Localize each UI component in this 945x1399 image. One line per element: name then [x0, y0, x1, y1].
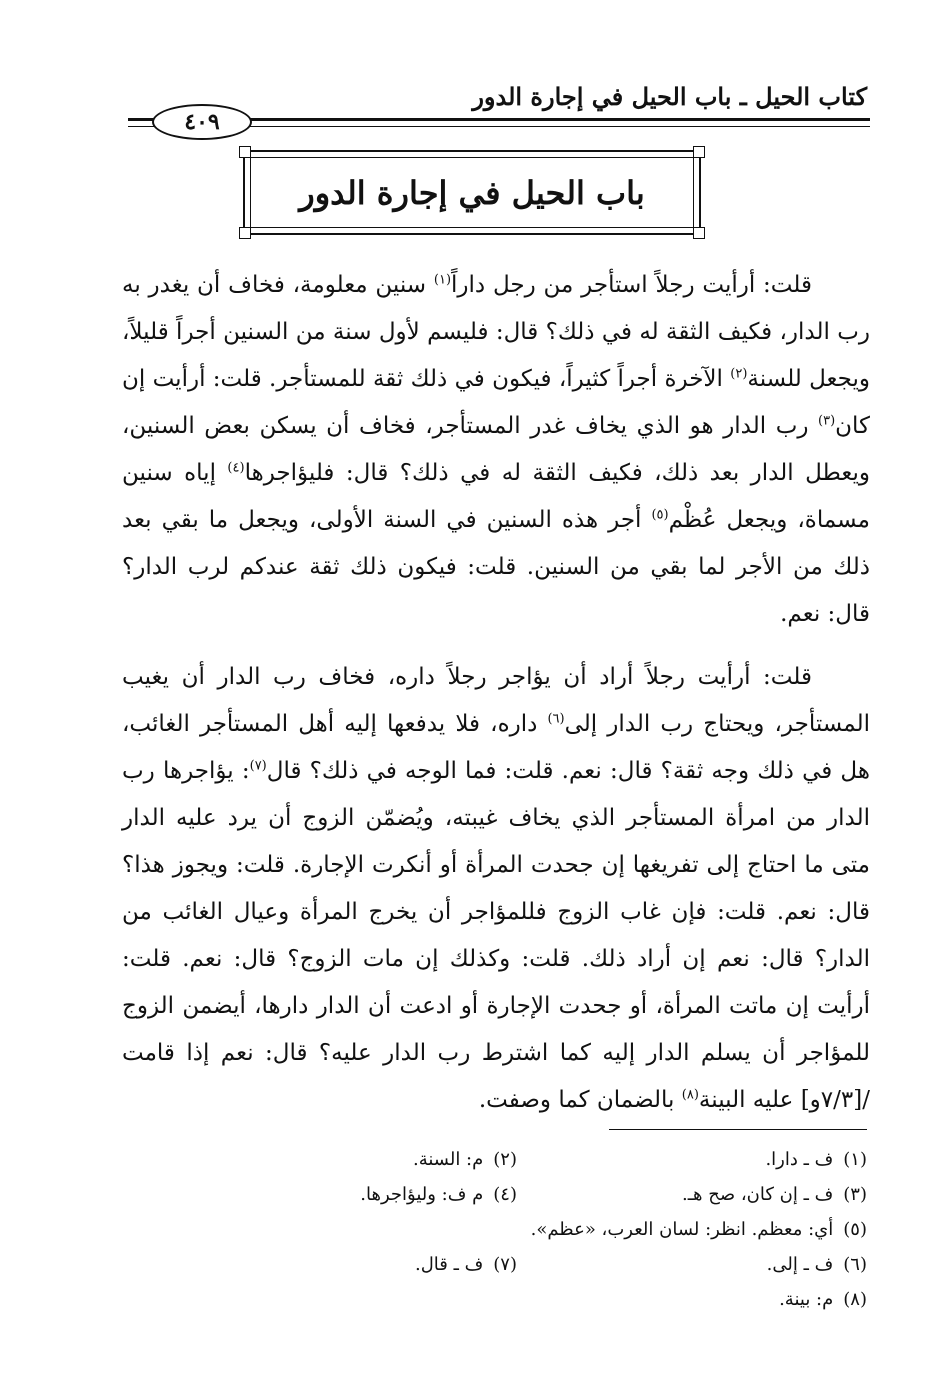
- text-run: : يؤاجرها رب الدار من امرأة المستأجر الذي يخاف غيبته، ويُضمّن الزوج أن يرد عليه الدار متى ما احتاج إلى تفريغها إن جحدت المرأة أو أنكرت الإجارة. قلت: ويجوز هذا؟ قال: نعم. قلت: فإن غاب الزوج فللمؤاجر أن يخرج المرأة وعيال الغائب من الدار؟ قال: نعم إن أراد ذلك. قلت: وكذلك إن مات الزوج؟ قال: نعم. قلت: أرأيت إن ماتت المرأة، أو جحدت الإجارة أو ادعت أن الدار دارها، أيضمن الزوج للمؤاجر أن يسلم الدار إليه كما اشترط رب الدار عليه؟ قال: نعم إذا قامت /[٧/٣و] عليه البينة: [122, 758, 870, 1113]
- footnote-text: ف ـ دارا.: [765, 1149, 834, 1170]
- body-paragraph: [122, 654, 870, 1124]
- footnote: [517, 1177, 867, 1212]
- footnote-marker: (١): [433, 272, 452, 288]
- chapter-title: باب الحيل في إجارة الدور: [299, 173, 645, 212]
- text-run: قلت: أرأيت رجلاً أراد أن يؤاجر رجلاً داره، فخاف رب الدار أن يغيب المستأجر، ويحتاج رب الدار إلى: [122, 664, 870, 737]
- footnote-number: (٨): [843, 1289, 867, 1310]
- footnote-row: [167, 1177, 867, 1212]
- text-run: أجر هذه السنين في السنة الأولى، ويجعل ما بقي بعد ذلك من الأجر لما بقي من السنين. قلت: فيكون ذلك ثقة عندكم لرب الدار؟ قال: نعم.: [122, 507, 870, 627]
- text-run: رب الدار هو الذي يخاف غدر المستأجر، فخاف أن يسكن بعض السنين، ويعطل الدار بعد ذلك، فكيف الثقة له في ذلك؟ قال: فليؤاجرها: [122, 413, 870, 486]
- footnote-number: (٥): [843, 1219, 867, 1240]
- text-run: بالضمان كما وصفت.: [478, 1087, 682, 1113]
- footnote-marker: (٦): [547, 711, 565, 727]
- footnote-number: (٤): [493, 1184, 517, 1205]
- footnote-marker: (٥): [651, 507, 669, 523]
- page-number: ٤٠٩: [152, 104, 252, 140]
- frame-corner-ornament: [693, 146, 705, 158]
- footnote-number: (٢): [493, 1149, 517, 1170]
- footnote-text: ف ـ إن كان، صح هـ.: [682, 1184, 834, 1205]
- footnote-marker: (٧): [249, 758, 267, 774]
- footnote-number: (٣): [843, 1184, 867, 1205]
- text-run: الآخرة أجراً كثيراً، فيكون في ذلك ثقة للمستأجر. قلت: أرأيت إن كان: [122, 366, 870, 439]
- footnote-row: [167, 1247, 867, 1282]
- footnote-number: (١): [843, 1149, 867, 1170]
- text-run: سنين معلومة، فخاف أن يغدر به رب الدار، فكيف الثقة له في ذلك؟ قال: فليسم لأول سنة من السنين أجراً قليلاً، ويجعل للسنة: [122, 272, 871, 392]
- footnote-text: أي: معظم. انظر: لسان العرب، «عظم».: [530, 1219, 834, 1240]
- footnote: [167, 1142, 517, 1177]
- footnotes: [167, 1142, 867, 1317]
- text-run: داره، فلا يدفعها إليه أهل المستأجر الغائب، هل في ذلك وجه ثقة؟ قال: نعم. قلت: فما الوجه في ذلك؟ قال: [122, 711, 870, 784]
- footnote-separator: [609, 1129, 867, 1130]
- body-paragraph: [122, 262, 870, 638]
- footnote-text: ف ـ قال.: [415, 1254, 484, 1275]
- footnote-text: م ف: وليؤاجرها.: [360, 1184, 484, 1205]
- footnote-marker: (٨): [681, 1087, 699, 1103]
- footnote: [167, 1212, 867, 1247]
- chapter-title-frame: [243, 150, 701, 235]
- footnote-row: [167, 1142, 867, 1177]
- running-head: كتاب الحيل ـ باب الحيل في إجارة الدور: [472, 82, 867, 111]
- footnote: [517, 1282, 867, 1317]
- footnote-number: (٧): [493, 1254, 517, 1275]
- footnote-marker: (٢): [730, 366, 748, 382]
- footnote-number: (٦): [843, 1254, 867, 1275]
- footnote-marker: (٤): [227, 460, 245, 476]
- body-text: [122, 262, 870, 1124]
- footnote-text: م: السنة.: [412, 1149, 484, 1170]
- frame-corner-ornament: [239, 227, 251, 239]
- footnote-text: م: بينة.: [779, 1289, 834, 1310]
- footnote-text: ف ـ إلى.: [766, 1254, 834, 1275]
- footnote: [517, 1142, 867, 1177]
- text-run: قلت: أرأيت رجلاً استأجر من رجل داراً: [451, 272, 812, 298]
- footnote: [517, 1247, 867, 1282]
- footnote-marker: (٣): [818, 413, 836, 429]
- footnote-row: [167, 1212, 867, 1247]
- text-run: إياه سنين مسماة، ويجعل عُظْم: [122, 460, 870, 533]
- frame-corner-ornament: [693, 227, 705, 239]
- footnote: [167, 1177, 517, 1212]
- footnote-row: [167, 1282, 867, 1317]
- footnote: [167, 1247, 517, 1282]
